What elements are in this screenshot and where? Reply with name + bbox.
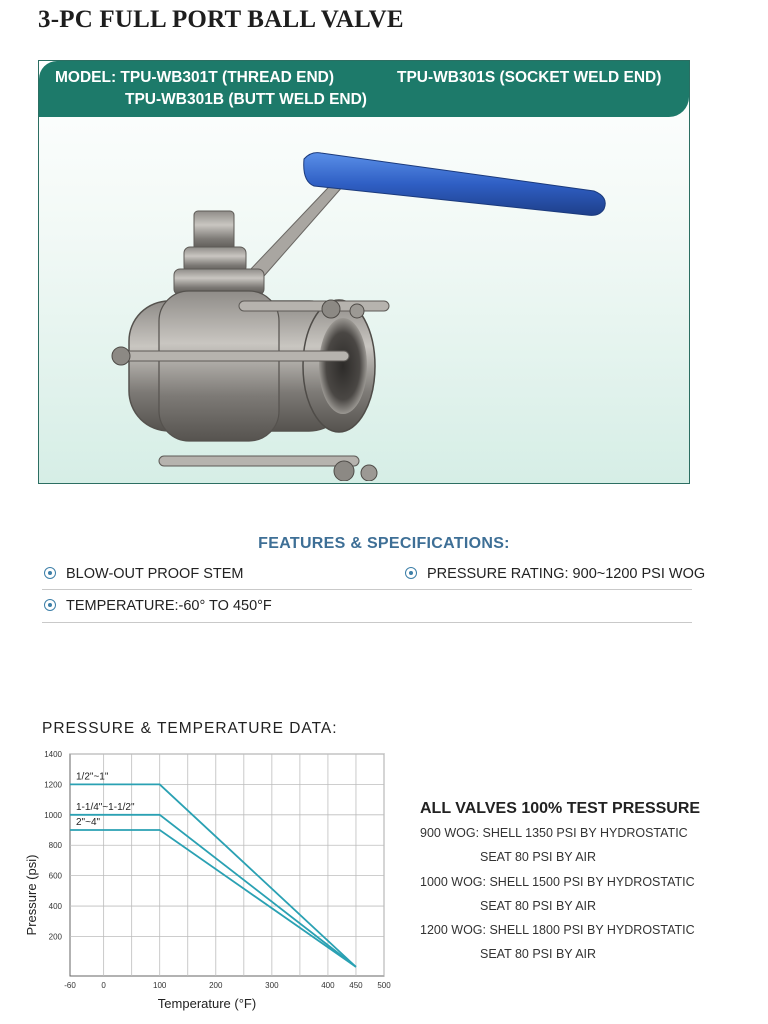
bullet-icon <box>44 567 56 579</box>
feature-text: PRESSURE RATING: 900~1200 PSI WOG <box>427 566 706 582</box>
x-tick-label: 100 <box>153 981 167 990</box>
y-tick-label: 400 <box>48 902 62 912</box>
plot-area <box>70 754 384 976</box>
y-tick-label: 1000 <box>44 810 62 820</box>
x-axis-label: Temperature (°F) <box>157 996 257 1011</box>
model-butt-weld-end: TPU-WB301B (BUTT WELD END) <box>125 91 367 108</box>
feature-item <box>405 566 705 582</box>
divider <box>42 589 692 590</box>
x-tick-label: -60 <box>64 981 76 990</box>
test-line: 1000 WOG: SHELL 1500 PSI BY HYDROSTATIC <box>420 875 695 889</box>
x-tick-label: 0 <box>101 981 106 990</box>
y-axis-label: Pressure (psi) <box>24 854 39 936</box>
feature-item <box>44 598 272 614</box>
test-line: SEAT 80 PSI BY AIR <box>480 899 597 913</box>
test-pressure-heading: ALL VALVES 100% TEST PRESSURE <box>420 800 701 817</box>
y-tick-label: 600 <box>48 871 62 881</box>
bullet-icon <box>44 599 56 611</box>
pressure-temperature-chart <box>18 742 398 1022</box>
ball-valve-image <box>99 151 659 481</box>
test-line: 1200 WOG: SHELL 1800 PSI BY HYDROSTATIC <box>420 923 695 937</box>
test-line: SEAT 80 PSI BY AIR <box>480 947 597 961</box>
x-tick-label: 450 <box>349 981 363 990</box>
test-line: 900 WOG: SHELL 1350 PSI BY HYDROSTATIC <box>420 826 688 840</box>
feature-item <box>44 566 244 582</box>
x-tick-label: 200 <box>209 981 223 990</box>
feature-text: BLOW-OUT PROOF STEM <box>66 566 244 582</box>
model-socket-weld-end: TPU-WB301S (SOCKET WELD END) <box>397 69 662 86</box>
x-tick-label: 400 <box>321 981 335 990</box>
page-title: 3-PC FULL PORT BALL VALVE <box>38 6 404 33</box>
chart-title: PRESSURE & TEMPERATURE DATA: <box>42 720 338 737</box>
model-banner <box>39 61 689 117</box>
series-label: 1-1/4"~1-1/2" <box>76 801 135 813</box>
y-tick-label: 200 <box>48 932 62 942</box>
features-heading: FEATURES & SPECIFICATIONS: <box>258 535 510 552</box>
y-tick-label: 800 <box>48 841 62 851</box>
series-label: 1/2"~1" <box>76 771 109 783</box>
x-tick-label: 300 <box>265 981 279 990</box>
y-tick-label: 1400 <box>44 750 62 759</box>
model-thread-end: MODEL: TPU-WB301T (THREAD END) <box>55 69 334 86</box>
feature-text: TEMPERATURE:-60° TO 450°F <box>66 598 272 614</box>
divider <box>42 622 692 623</box>
product-photo-panel <box>38 60 690 484</box>
x-tick-label: 500 <box>377 981 391 990</box>
test-line: SEAT 80 PSI BY AIR <box>480 850 597 864</box>
bullet-icon <box>405 567 417 579</box>
y-tick-label: 1200 <box>44 780 62 790</box>
series-label: 2"~4" <box>76 817 101 829</box>
